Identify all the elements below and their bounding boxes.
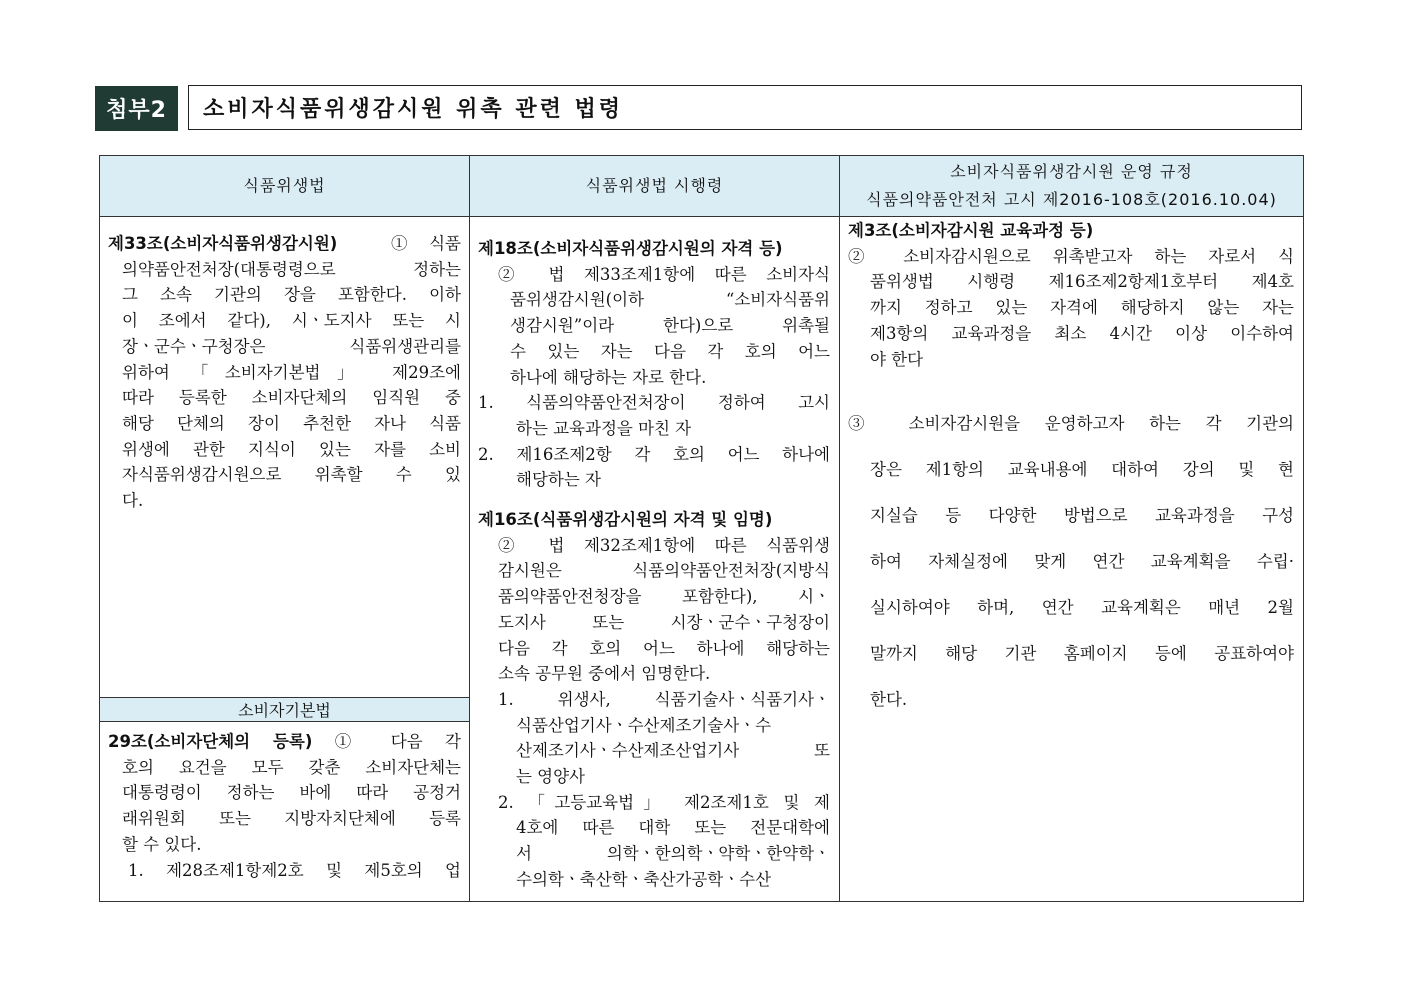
text-line: ② 법 제33조제1항에 따른 소비자식: [498, 264, 830, 284]
article-18-title: 제18조(소비자식품위생감시원의 자격 등): [478, 239, 783, 258]
text-line: ① 다음 각: [334, 732, 462, 751]
column-header-operation-rules: 소비자식품위생감시원 운영 규정 식품의약품안전처 고시 제2016-108호(2016.10.04): [840, 156, 1303, 216]
column-divider: [469, 156, 470, 901]
text-line: 2. 「고등교육법」 제2조제1호 및 제: [498, 792, 830, 812]
article-3-paragraph-3: [848, 401, 1294, 723]
text-line: 품위생감시원(이하 “소비자식품위: [510, 290, 830, 310]
text-line: 야 한다: [870, 349, 924, 369]
article-16-title: 제16조(식품위생감시원의 자격 및 임명): [478, 510, 773, 529]
text-line: 장은 제1항의 교육내용에 대하여 강의 및 현: [870, 460, 1294, 479]
column-header-enforcement-decree: 식품위생법 시행령: [470, 156, 839, 216]
text-line: 말까지 해당 기관 홈페이지 등에 공표하여야: [870, 644, 1294, 663]
text-line: 지실습 등 다양한 방법으로 교육과정을 구성: [870, 506, 1294, 525]
text-line: 자식품위생감시원으로 위촉할 수 있: [122, 465, 461, 485]
text-line: 해당하는 자: [516, 470, 601, 490]
text-line: 호의 요건을 모두 갖춘 소비자단체는: [122, 757, 461, 777]
text-line: 품위생법 시행령 제16조제2항제1호부터 제4호: [870, 272, 1294, 292]
text-line: ② 소비자감시원으로 위촉받고자 하는 자로서 식: [848, 246, 1294, 266]
text-line: 실시하여야 하며, 연간 교육계획은 매년 2월: [870, 598, 1294, 617]
text-line: 수 있는 자는 다음 각 호의 어느: [510, 341, 830, 361]
text-line: ③ 소비자감시원을 운영하고자 하는 각 기관의: [848, 414, 1294, 433]
text-line: 한다.: [870, 690, 908, 709]
subheader-consumer-basic-act: 소비자기본법: [100, 697, 469, 722]
text-line: 식품산업기사ㆍ수산제조기술사ㆍ수: [516, 715, 772, 735]
text-line: 하는 교육과정을 마친 자: [516, 418, 692, 438]
text-line: 다.: [122, 491, 144, 511]
text-line: 그 소속 기관의 장을 포함한다. 이하: [122, 285, 461, 305]
text-line: 품의약품안전청장을 포함한다), 시ㆍ: [498, 587, 830, 607]
text-line: 해당 단체의 장이 추천한 자나 식품: [122, 413, 461, 433]
page-title: 소비자식품위생감시원 위촉 관련 법령: [188, 85, 1302, 130]
column-header-food-sanitation-act: 식품위생법: [100, 156, 469, 216]
text-line: 1. 식품의약품안전처장이 정하여 고시: [478, 393, 830, 413]
text-line: 서 의학ㆍ한의학ㆍ약학ㆍ한약학ㆍ: [516, 844, 830, 864]
article-3: [848, 218, 1294, 372]
text-line: 1. 위생사, 식품기술사ㆍ식품기사ㆍ: [498, 689, 830, 709]
text-line: 2. 제16조제2항 각 호의 어느 하나에: [478, 444, 830, 464]
text-line: 1. 제28조제1항제2호 및 제5호의 업: [128, 860, 461, 880]
text-line: 생감시원”이라 한다)으로 위촉될: [510, 316, 830, 336]
text-line: ② 법 제32조제1항에 따른 식품위생: [498, 535, 830, 555]
text-line: 위생에 관한 지식이 있는 자를 소비: [122, 439, 461, 459]
column-divider: [839, 156, 840, 901]
text-line: 할 수 있다.: [122, 834, 202, 854]
text-line: 이 조에서 같다), 시ㆍ도지사 또는 시: [122, 311, 461, 331]
text-line: 장ㆍ군수ㆍ구청장은 식품위생관리를: [122, 336, 461, 356]
text-line: 대통령령이 정하는 바에 따라 공정거: [122, 783, 461, 803]
text-line: 제3항의 교육과정을 최소 4시간 이상 이수하여: [870, 323, 1294, 343]
text-line: 산제조기사ㆍ수산제조산업기사 또: [516, 741, 830, 761]
text-line: 는 영양사: [516, 767, 586, 787]
text-line: 감시원은 식품의약품안전처장(지방식: [498, 561, 830, 581]
text-line: 따라 등록한 소비자단체의 임직원 중: [122, 388, 461, 408]
header-divider: [100, 216, 1303, 217]
text-line: 하여 자체실정에 맞게 연간 교육계획을 수립·: [870, 552, 1294, 571]
text-line: 래위원회 또는 지방자치단체에 등록: [122, 809, 461, 829]
text-line: 다음 각 호의 어느 하나에 해당하는: [498, 638, 830, 658]
article-29: [108, 729, 461, 883]
text-line: 의약품안전처장(대통령령으로 정하는: [122, 259, 461, 279]
text-line: 하나에 해당하는 자로 한다.: [510, 367, 707, 387]
article-33-title: 제33조(소비자식품위생감시원): [108, 234, 338, 253]
article-29-title: 29조(소비자단체의 등록): [108, 732, 313, 751]
article-33: [108, 231, 461, 514]
text-line: 4호에 따른 대학 또는 전문대학에: [516, 818, 830, 838]
text-line: ① 식품: [391, 234, 461, 253]
law-table: [99, 155, 1304, 902]
text-line: 수의학ㆍ축산학ㆍ축산가공학ㆍ수산: [516, 869, 772, 889]
text-line: 도지사 또는 시장ㆍ군수ㆍ구청장이: [498, 612, 830, 632]
text-line: 위하여 「소비자기본법」 제29조에: [122, 362, 461, 382]
text-line: 까지 정하고 있는 자격에 해당하지 않는 자는: [870, 298, 1294, 318]
article-18: [478, 236, 830, 493]
article-16: [478, 507, 830, 893]
attachment-badge: 첨부2: [95, 86, 178, 131]
article-3-title: 제3조(소비자감시원 교육과정 등): [848, 221, 1094, 240]
text-line: 소속 공무원 중에서 임명한다.: [498, 664, 711, 684]
